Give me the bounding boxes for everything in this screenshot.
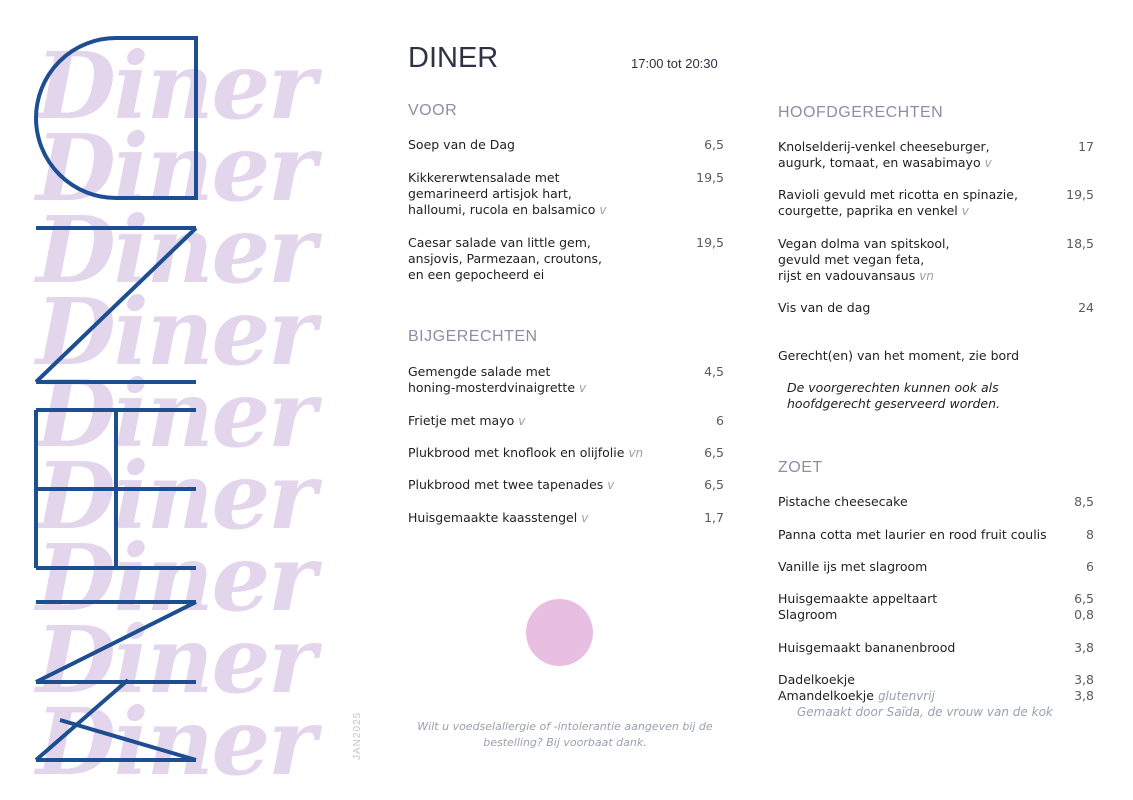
item-price: 6,5 [704,477,724,492]
item-name: Plukbrood met twee tapenades v [408,477,615,492]
letter-m-stroke [36,680,196,760]
background-word: Diner [36,114,315,222]
diet-tag: v [581,511,589,525]
cover-art [0,0,363,800]
menu-item [408,364,724,396]
menu-item [408,413,724,429]
menu-title: DINER [408,42,499,74]
diet-tag: glutenvrij [877,689,935,703]
item-name: Pistache cheesecake [778,494,908,509]
item-name: Frietje met mayo v [408,413,526,428]
menu-item [778,640,1094,656]
menu-item [778,139,1094,171]
starter-note: De voorgerechten kunnen ook als hoofdgerecht geserveerd worden. [787,380,1001,411]
item-name: Gerecht(en) van het moment, zie bord [778,348,1020,363]
menu-item [408,445,724,461]
item-price: 6 [1086,559,1094,574]
menu-item [778,527,1094,543]
item-price: 6,5 [704,445,724,460]
maker-note: Gemaakt door Saïda, de vrouw van de kok [797,705,1053,719]
diet-tag: v [961,204,969,218]
item-name: Vanille ijs met slagroom [778,559,928,574]
menu-item [778,236,1094,284]
background-word: Diner [36,442,315,550]
section-bijgerechten-title: BIJGERECHTEN [408,328,538,345]
background-word: Diner [36,606,315,714]
item-price: 19,5 [1066,187,1094,202]
background-word: Diner [36,196,315,304]
menu-item [408,477,724,493]
menu-item [778,300,1094,316]
item-price: 18,5 [1066,236,1094,251]
menu-item [408,137,724,153]
item-name: Ravioli gevuld met ricotta en spinazie, courgette, paprika en venkel v [778,187,1018,218]
letter-u-outline [36,38,196,198]
diet-tag: vn [919,269,934,283]
menu-item [778,348,1094,364]
item-price: 8 [1086,527,1094,542]
item-name: Soep van de Dag [408,137,515,152]
date-label: JAN2025 [352,711,363,760]
background-word: Diner [36,360,315,468]
menu-item [408,510,724,526]
item-name: Panna cotta met laurier en rood fruit coulis [778,527,1047,542]
letter-n-outline [36,228,196,382]
item-price: 3,8 [1074,640,1094,655]
item-name: Kikkererwtensalade met gemarineerd artisjok hart, halloumi, rucola en balsamico v [408,170,607,217]
background-word: Diner [36,688,315,796]
item-name: Dadelkoekje Amandelkoekje glutenvrij [778,672,935,703]
diet-tag: vn [628,446,644,460]
item-price: 19,5 [696,170,724,185]
item-name: Vegan dolma van spitskool, gevuld met vegan feta, rijst en vadouvansaus vn [778,236,950,283]
menu-item [778,559,1094,575]
diet-tag: v [518,414,526,428]
diet-tag: v [599,203,607,217]
item-price: 6,5 0,8 [1074,591,1094,622]
menu-item [778,591,1094,623]
item-price: 8,5 [1074,494,1094,509]
menu-item [408,170,724,218]
item-name: Vis van de dag [778,300,871,315]
item-name: Knolselderij-venkel cheeseburger, augurk, tomaat, en wasabimayo v [778,139,992,170]
item-name: Caesar salade van little gem, ansjovis, Parmezaan, croutons, en een gepocheerd ei [408,235,602,282]
diet-tag: v [579,381,587,395]
opening-hours: 17:00 tot 20:30 [631,56,718,71]
item-price: 24 [1078,300,1094,315]
item-name: Plukbrood met knoflook en olijfolie vn [408,445,644,460]
item-price: 17 [1078,139,1094,154]
item-name: Gemengde salade met honing-mosterdvinaigrette v [408,364,587,395]
diet-tag: v [607,478,615,492]
section-hoofdgerechten-title: HOOFDGERECHTEN [778,104,944,121]
item-price: 6,5 [704,137,724,152]
item-price: 3,8 3,8 [1074,672,1094,703]
menu-item [778,494,1094,510]
diet-tag: v [984,156,992,170]
section-voor-title: VOOR [408,102,458,119]
letter-m-outline [36,602,196,682]
item-price: 6 [716,413,724,428]
menu-item [778,187,1094,219]
menu-item [408,235,724,283]
menu-vertical-logo [0,0,360,800]
decorative-dot [526,599,593,666]
menu-item [778,672,1094,704]
item-price: 1,7 [704,510,724,525]
letter-e-outline [36,410,196,568]
section-zoet-title: ZOET [778,459,823,476]
allergy-note: Wilt u voedselallergie of -intolerantie aangeven bij de bestelling? Bij voorbaat dank. [417,720,713,749]
item-name: Huisgemaakte appeltaart Slagroom [778,591,938,622]
item-name: Huisgemaakt bananenbrood [778,640,956,655]
item-name: Huisgemaakte kaasstengel v [408,510,589,525]
background-word: Diner [36,32,315,140]
background-word: Diner [36,278,315,386]
item-price: 19,5 [696,235,724,250]
background-word: Diner [36,524,315,632]
item-price: 4,5 [704,364,724,379]
